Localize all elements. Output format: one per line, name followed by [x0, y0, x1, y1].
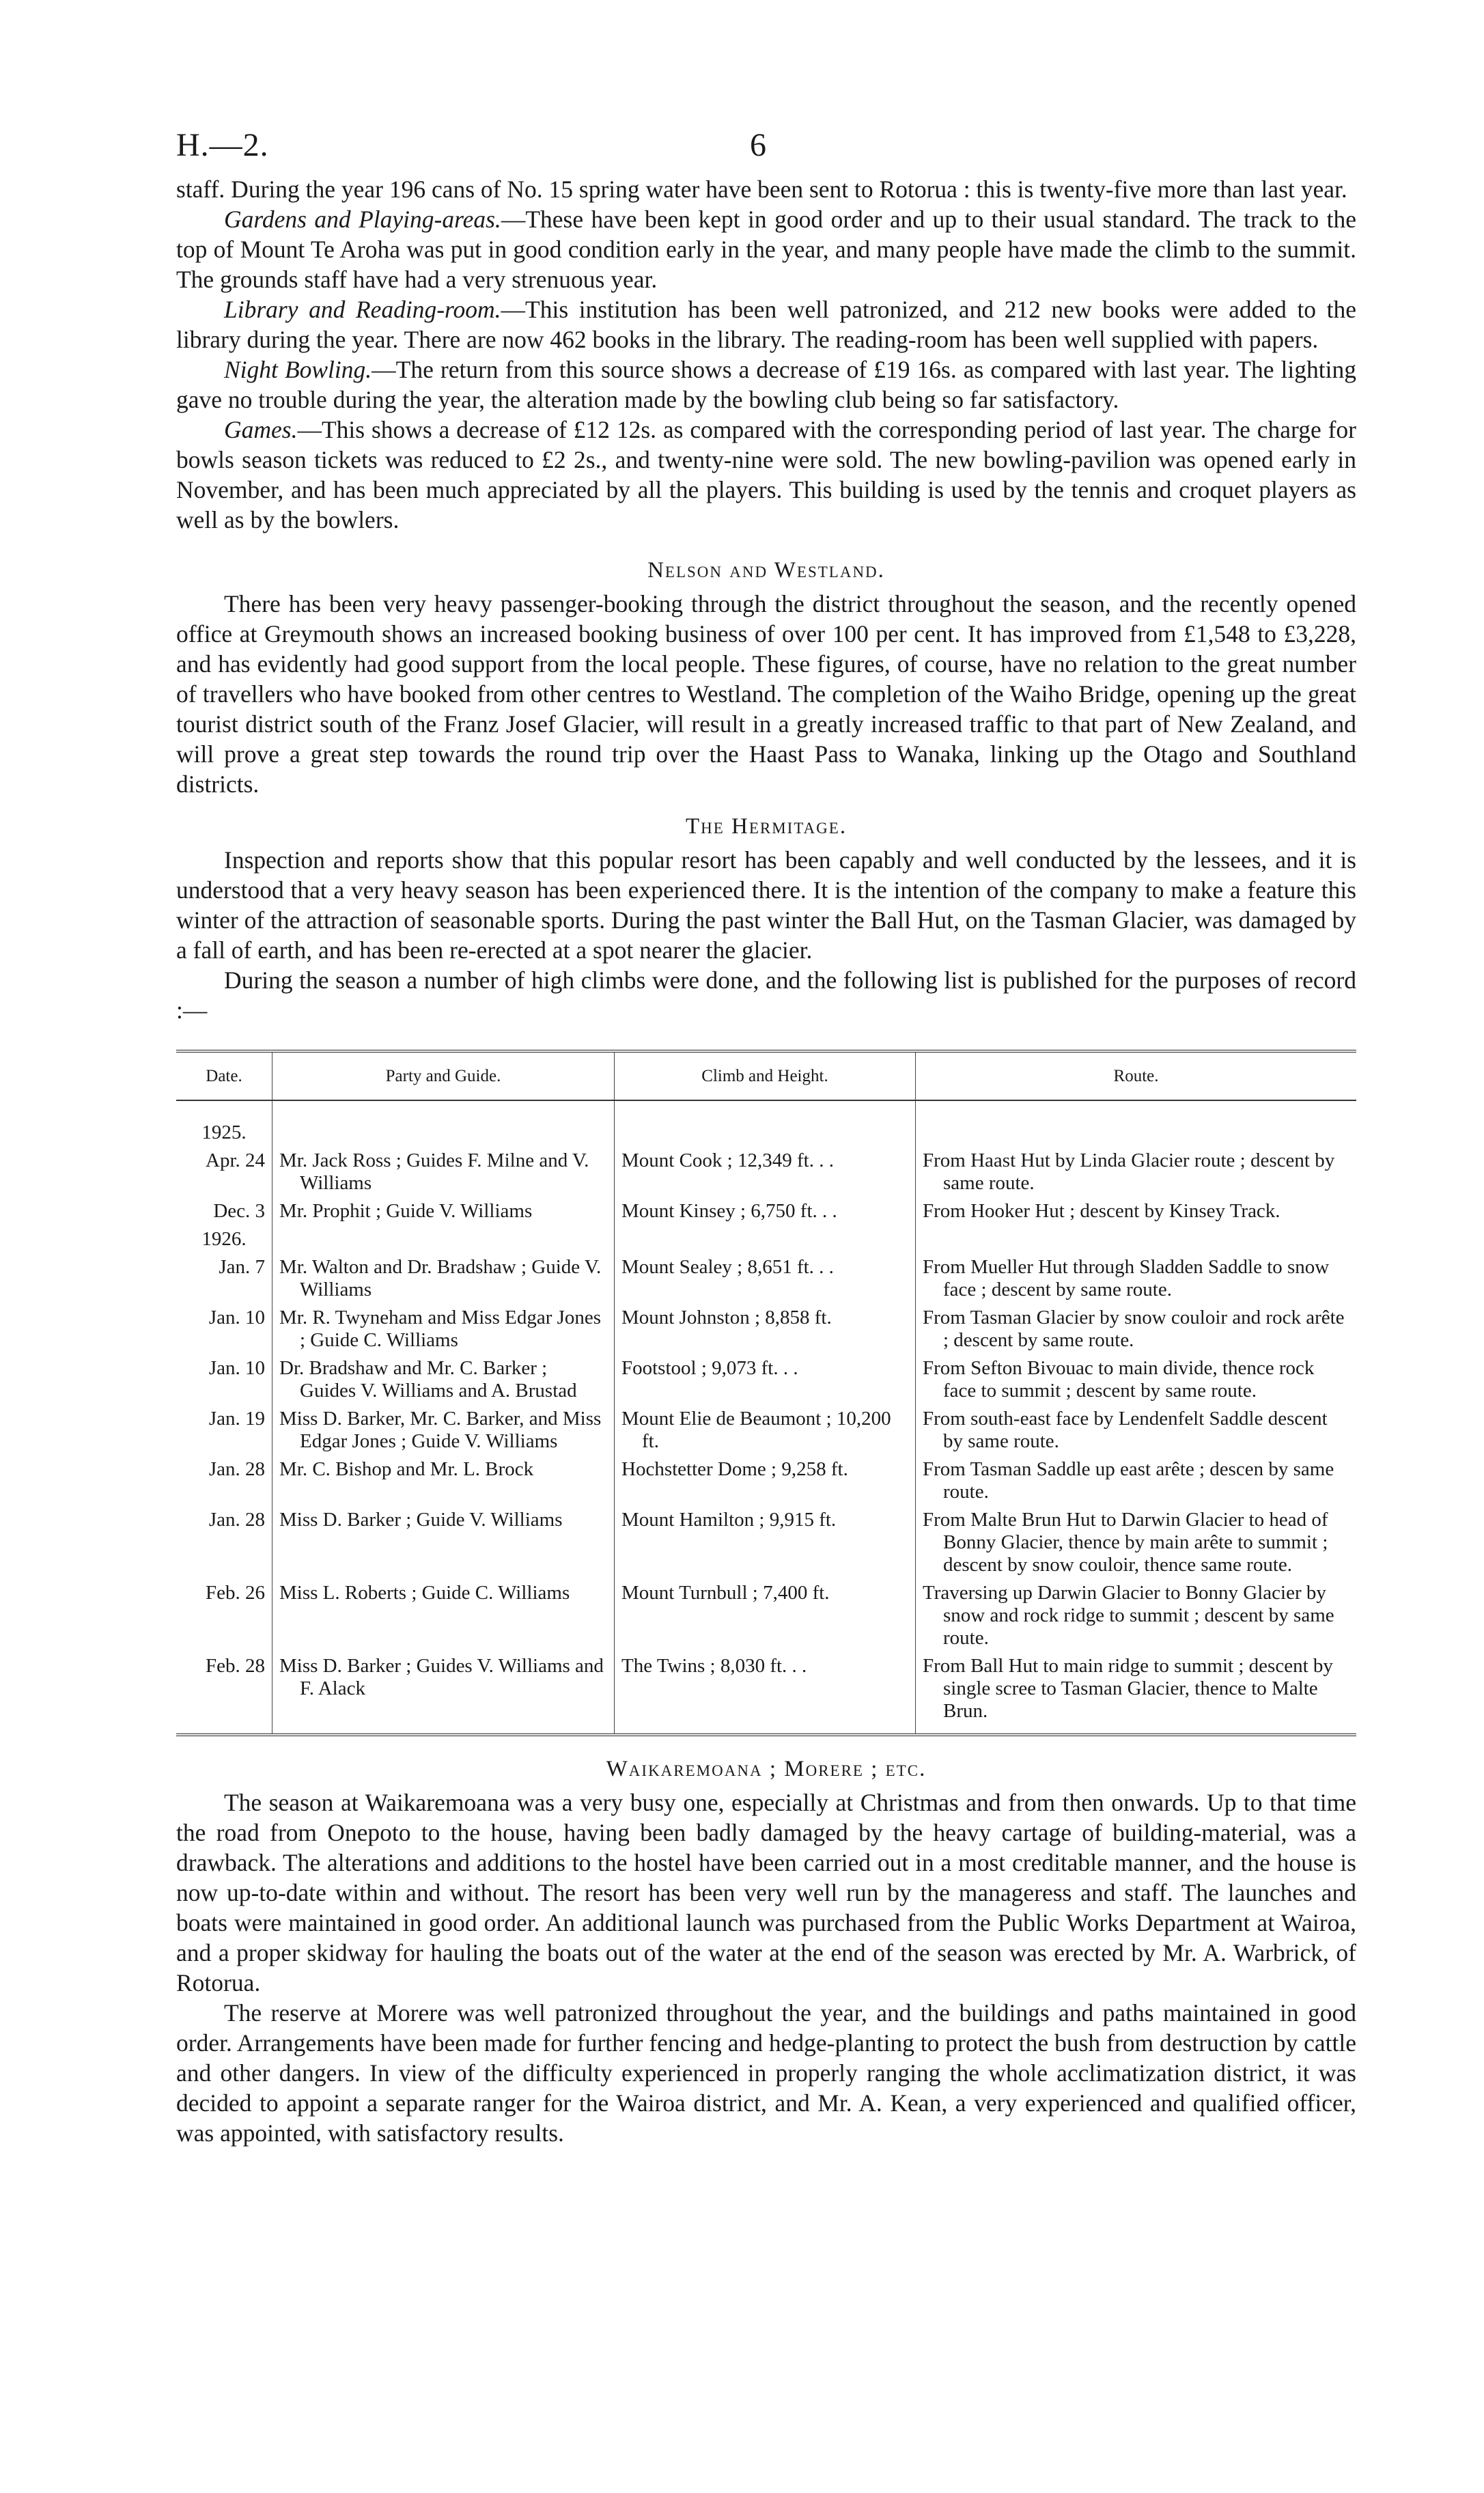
column-header-party: Party and Guide.	[272, 1051, 615, 1100]
cell-date: Jan. 7	[219, 1256, 265, 1278]
cell-date: Feb. 26	[206, 1582, 265, 1604]
cell-climb: Mount Sealey ; 8,651 ft. . .	[621, 1256, 834, 1278]
cell-party: Mr. Prophit ; Guide V. Williams	[279, 1200, 533, 1222]
cell-party: Dr. Bradshaw and Mr. C. Barker ; Guides V. Williams and A. Brustad	[279, 1357, 577, 1402]
cell-route: From Tasman Glacier by snow couloir and rock arête ; descent by same route.	[923, 1307, 1345, 1351]
table-spacer	[176, 1100, 1356, 1120]
table-year-row	[176, 1120, 1356, 1148]
paragraph-gardens: Gardens and Playing-areas.—These have been kept in good order and up to their usual standard. The track to the top of Mount Te Aroha was put in good condition early in the year, and many people have made the climb to the summit. The grounds staff have had a very strenuous year.	[176, 206, 1357, 293]
page-header	[176, 120, 1356, 174]
table-row	[176, 1305, 1356, 1356]
cell-climb: Mount Elie de Beaumont ; 10,200 ft.	[621, 1408, 891, 1452]
paragraph-waikaremoana-2: The reserve at Morere was well patronized throughout the year, and the buildings and paths maintained in good order. Arrangements have been made for further fencing and hedge-planting to protect the bush from destruction by cattle and other dangers. In view of the difficulty experienced in properly ranging the whole acclimatization district, it was decided to appoint a separate ranger for the Wairoa district, and Mr. A. Kean, a very experienced and qualified officer, was appointed, with satisfactory results.	[176, 1999, 1356, 2147]
paragraph-waikaremoana-1: The season at Waikaremoana was a very busy one, especially at Christmas and from then onwards. Up to that time the road from Onepoto to the house, having been badly damaged by the heavy cartage of building-material, was a drawback. The alterations and additions to the hostel have been carried out in a most creditable manner, and the house is now up-to-date within and without. The resort has been very well run by the manageress and staff. The launches and boats were maintained in good order. An additional launch was purchased from the Public Works Department at Wairoa, and a proper skidway for hauling the boats out of the water at the end of the season was erected by Mr. A. Warbrick, of Rotorua.	[176, 1789, 1356, 1996]
page-number: 6	[750, 127, 766, 163]
column-header-date: Date.	[176, 1051, 272, 1100]
paragraph-hermitage-2: During the season a number of high climbs were done, and the following list is published for the purposes of record :—	[176, 966, 1356, 1024]
cell-date: Jan. 28	[208, 1509, 265, 1531]
cell-party: Mr. Jack Ross ; Guides F. Milne and V. Williams	[279, 1150, 589, 1194]
table-row	[176, 1199, 1356, 1227]
cell-date: Apr. 24	[206, 1150, 265, 1171]
paragraph-night-bowling: Night Bowling.—The return from this source shows a decrease of £19 16s. as compared with last year. The lighting gave no trouble during the year, the alteration made by the bowling club being so far satisfactory.	[176, 356, 1356, 413]
paragraph-hermitage-1: Inspection and reports show that this popular resort has been capably and well conducted by the lessees, and it is understood that a very heavy season has been experienced there. It is the intention of the company to make a feature this winter of the attraction of seasonable sports. During the past winter the Ball Hut, on the Tasman Glacier, was damaged by a fall of earth, and has been re-erected at a spot nearer the glacier.	[176, 846, 1356, 964]
cell-route: From Malte Brun Hut to Darwin Glacier to head of Bonny Glacier, thence by main arête to summit ; descent by snow couloir, thence same route.	[923, 1509, 1328, 1576]
cell-climb: Mount Hamilton ; 9,915 ft.	[621, 1509, 837, 1531]
paragraph-games: Games.—This shows a decrease of £12 12s. as compared with the corresponding period of last year. The charge for bowls season tickets was reduced to £2 2s., and twenty-nine were sold. The new bowling-pavilion was opened early in November, and has been much appreciated by all the players. This building is used by the tennis and croquet players as well as by the bowlers.	[176, 416, 1356, 533]
cell-date: Feb. 28	[176, 1654, 272, 1735]
report-reference: H.—2.	[176, 127, 269, 163]
table-row	[176, 1406, 1356, 1457]
paragraph-nelson: There has been very heavy passenger-booking through the district throughout the season, and the recently opened office at Greymouth shows an increased booking business of over 100 per cent. It has improved from £1,548 to £3,228, and has evidently had good support from the local people. These figures, of course, have no relation to the great number of travellers who have booked from other centres to Westland. The completion of the Waiho Bridge, opening up the great tourist district south of the Franz Josef Glacier, will result in a greatly increased traffic to that part of New Zealand, and will prove a great step towards the round trip over the Haast Pass to Wanaka, linking up the Otago and Southland districts.	[176, 590, 1356, 798]
cell-party: Mr. Walton and Dr. Bradshaw ; Guide V. Williams	[279, 1256, 602, 1300]
cell-route: From Mueller Hut through Sladden Saddle to snow face ; descent by same route.	[923, 1256, 1330, 1300]
paragraph-library: Library and Reading-room.—This institution has been well patronized, and 212 new books were added to the library during the year. There are now 462 books in the library. The reading-room has been well supplied with papers.	[176, 296, 1356, 353]
cell-climb: Mount Johnston ; 8,858 ft.	[621, 1307, 832, 1328]
cell-route: From Sefton Bivouac to main divide, thence rock face to summit ; descent by same route.	[923, 1357, 1315, 1402]
cell-date: Jan. 19	[208, 1408, 265, 1430]
cell-route: From Haast Hut by Linda Glacier route ; descent by same route.	[923, 1150, 1335, 1194]
table-row	[176, 1255, 1356, 1305]
year-label: 1926.	[201, 1228, 247, 1250]
cell-climb: Mount Kinsey ; 6,750 ft. . .	[621, 1200, 837, 1222]
cell-party: Miss D. Barker, Mr. C. Barker, and Miss Edgar Jones ; Guide V. Williams	[279, 1408, 602, 1452]
cell-date: Jan. 10	[208, 1307, 265, 1328]
cell-climb: Mount Cook ; 12,349 ft. . .	[621, 1150, 834, 1171]
cell-climb: Mount Turnbull ; 7,400 ft.	[621, 1582, 830, 1604]
cell-climb: Footstool ; 9,073 ft. . .	[621, 1357, 798, 1379]
heading-nelson-westland: Nelson and Westland.	[647, 558, 885, 583]
table-row	[176, 1654, 1356, 1735]
cell-date: Jan. 28	[208, 1458, 265, 1480]
heading-waikaremoana: Waikaremoana ; Morere ; etc.	[606, 1757, 927, 1781]
document-page	[176, 120, 1356, 2148]
cell-route: From Hooker Hut ; descent by Kinsey Track.	[923, 1200, 1280, 1222]
cell-route: Traversing up Darwin Glacier to Bonny Glacier by snow and rock ridge to summit ; descent by same route.	[923, 1582, 1334, 1649]
paragraph-lead: Night Bowling.	[224, 356, 372, 383]
paragraph-lead: Library and Reading-room.	[224, 296, 501, 323]
cell-party: Miss D. Barker ; Guides V. Williams and F. Alack	[279, 1655, 604, 1699]
paragraph-spring-water: staff. During the year 196 cans of No. 15 spring water have been sent to Rotorua : this is twenty-five more than last year.	[176, 176, 1347, 203]
cell-route: From Tasman Saddle up east arête ; descen by same route.	[923, 1458, 1334, 1503]
cell-route: From Ball Hut to main ridge to summit ; descent by single scree to Tasman Glacier, thence to Malte Brun.	[923, 1655, 1333, 1722]
cell-route: From south-east face by Lendenfelt Saddle descent by same route.	[923, 1408, 1328, 1452]
cell-climb: Hochstetter Dome ; 9,258 ft.	[621, 1458, 848, 1480]
cell-party: Mr. C. Bishop and Mr. L. Brock	[279, 1458, 534, 1480]
year-label: 1925.	[201, 1122, 247, 1143]
heading-hermitage: The Hermitage.	[685, 814, 848, 839]
cell-party: Mr. R. Twyneham and Miss Edgar Jones ; Guide C. Williams	[279, 1307, 602, 1351]
cell-climb: The Twins ; 8,030 ft. . .	[621, 1655, 807, 1677]
table-row	[176, 1457, 1356, 1507]
cell-date: Dec. 3	[213, 1200, 265, 1222]
table-row	[176, 1507, 1356, 1580]
cell-party: Miss L. Roberts ; Guide C. Williams	[279, 1582, 570, 1604]
column-header-route: Route.	[916, 1051, 1357, 1100]
table-row	[176, 1580, 1356, 1654]
table-row	[176, 1356, 1356, 1406]
paragraph-lead: Gardens and Playing-areas.	[224, 206, 501, 233]
table-row	[176, 1148, 1356, 1199]
table-header-row	[176, 1051, 1356, 1100]
cell-party: Miss D. Barker ; Guide V. Williams	[279, 1509, 563, 1531]
paragraph-lead: Games.	[224, 416, 298, 443]
top-section	[176, 174, 1356, 535]
cell-date: Jan. 10	[208, 1357, 265, 1379]
table-year-row	[176, 1227, 1356, 1255]
column-header-climb: Climb and Height.	[615, 1051, 916, 1100]
climbs-table	[176, 1050, 1356, 1736]
